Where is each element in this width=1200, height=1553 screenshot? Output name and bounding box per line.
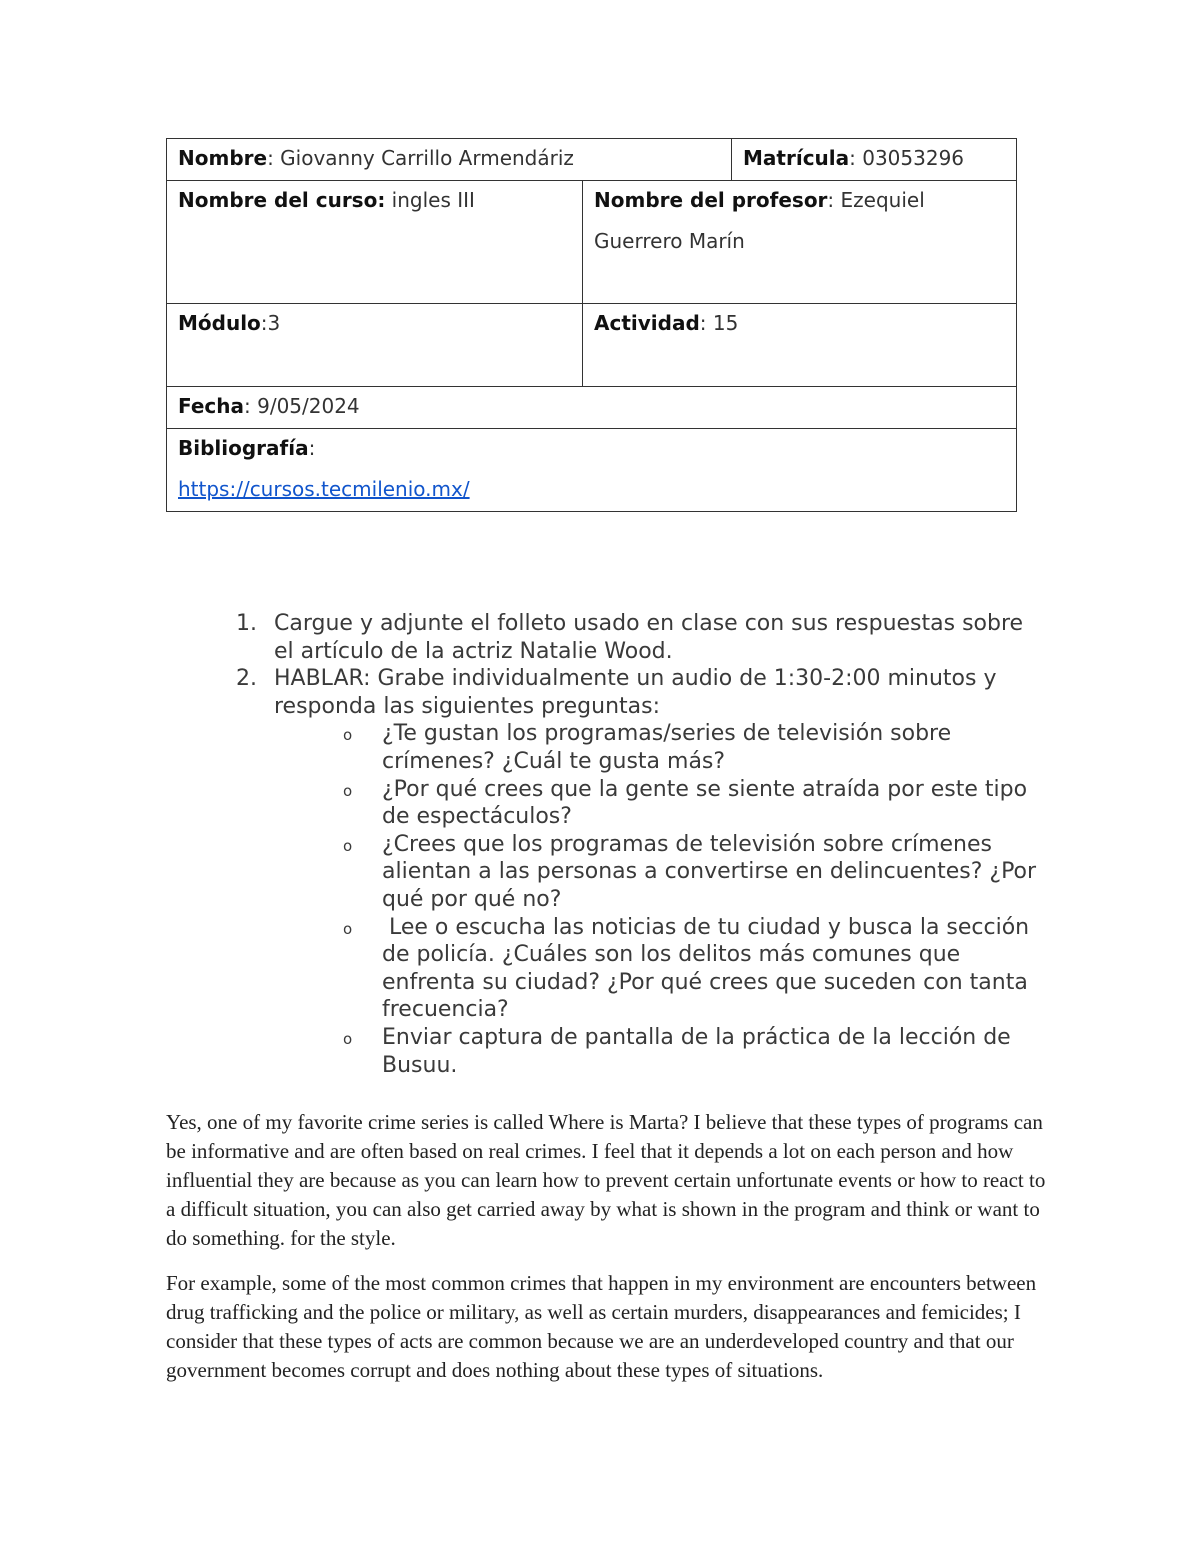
student-id-cell xyxy=(732,139,1017,181)
bibliography-label: Bibliografía xyxy=(178,436,309,460)
question-item xyxy=(236,776,1046,831)
date-value: : 9/05/2024 xyxy=(244,394,360,418)
student-name-label: Nombre xyxy=(178,146,268,170)
bibliography-colon: : xyxy=(308,436,316,460)
circle-bullet-icon: o xyxy=(343,1029,353,1048)
course-name-label: Nombre del curso: xyxy=(178,188,386,212)
module-cell xyxy=(167,304,583,387)
student-name-value: : Giovanny Carrillo Armendáriz xyxy=(267,146,574,170)
instruction-text-1: Cargue y adjunte el folleto usado en clase con sus respuestas sobre el artículo de la actriz Natalie Wood. xyxy=(274,611,1024,664)
questions-list xyxy=(236,720,1046,1079)
activity-value: : 15 xyxy=(699,311,739,335)
question-text: ¿Por qué crees que la gente se siente atraída por este tipo de espectáculos? xyxy=(382,776,1028,830)
activity-label: Actividad xyxy=(594,311,700,335)
teacher-name-value: : Ezequiel xyxy=(827,188,925,212)
course-name-value: ingles III xyxy=(385,188,475,212)
question-text: ¿Crees que los programas de televisión sobre crímenes alientan a las personas a convertirse en delincuentes? ¿Por qué por qué no? xyxy=(382,831,1037,912)
question-text: ¿Te gustan los programas/series de televisión sobre crímenes? ¿Cuál te gusta más? xyxy=(382,721,952,774)
circle-bullet-icon: o xyxy=(343,726,353,745)
question-text: Enviar captura de pantalla de la práctica de la lección de Busuu. xyxy=(382,1024,1011,1078)
instruction-item-2 xyxy=(236,665,1046,720)
circle-bullet-icon: o xyxy=(343,836,353,855)
course-name-cell xyxy=(167,181,583,304)
instructions-list xyxy=(236,610,1046,1079)
date-label: Fecha xyxy=(178,394,245,418)
circle-bullet-icon: o xyxy=(343,781,353,800)
instruction-number-1: 1. xyxy=(236,611,257,636)
teacher-name-cell xyxy=(583,181,1017,304)
bibliography-link[interactable]: https://cursos.tecmilenio.mx/ xyxy=(178,477,470,501)
module-label: Módulo xyxy=(178,311,261,335)
student-id-value: : 03053296 xyxy=(849,146,965,170)
teacher-name-value-line2: Guerrero Marín xyxy=(594,229,745,253)
question-item xyxy=(236,720,1046,775)
module-value: :3 xyxy=(260,311,281,335)
date-cell xyxy=(167,387,1017,429)
student-name-cell xyxy=(167,139,732,181)
student-info-table xyxy=(166,138,1017,512)
questions-container xyxy=(236,720,1046,1079)
question-item xyxy=(236,914,1046,1024)
instruction-item-1 xyxy=(236,610,1046,665)
activity-cell xyxy=(583,304,1017,387)
answer-paragraph-2: For example, some of the most common crimes that happen in my environment are encounters between drug trafficking and the police or military, as well as certain murders, disappearances and femicides; I consider that these types of acts are common because we are an underdeveloped country and that our government becomes corrupt and does nothing about these types of situations. xyxy=(166,1271,1037,1382)
instruction-text-2: HABLAR: Grabe individualmente un audio de 1:30-2:00 minutos y responda las siguientes preguntas: xyxy=(274,666,997,719)
question-item xyxy=(236,1024,1046,1079)
bibliography-cell xyxy=(167,429,1017,512)
teacher-name-label: Nombre del profesor xyxy=(594,188,828,212)
answer-paragraph-1: Yes, one of my favorite crime series is called Where is Marta? I believe that these types of programs can be informative and are often based on real crimes. I feel that it depends a lot on each person and how influential they are because as you can learn how to prevent certain unfortunate events or how to react to a difficult situation, you can also get carried away by what is shown in the program and think or want to do something. for the style. xyxy=(166,1110,1046,1250)
circle-bullet-icon: o xyxy=(343,919,353,938)
student-id-label: Matrícula xyxy=(743,146,850,170)
instruction-number-2: 2. xyxy=(236,666,257,692)
question-text: Lee o escucha las noticias de tu ciudad y busca la sección de policía. ¿Cuáles son los delitos más comunes que enfrenta su ciudad? ¿Por qué crees que suceden con tanta frecuencia? xyxy=(382,914,1037,1023)
question-item xyxy=(236,831,1046,914)
